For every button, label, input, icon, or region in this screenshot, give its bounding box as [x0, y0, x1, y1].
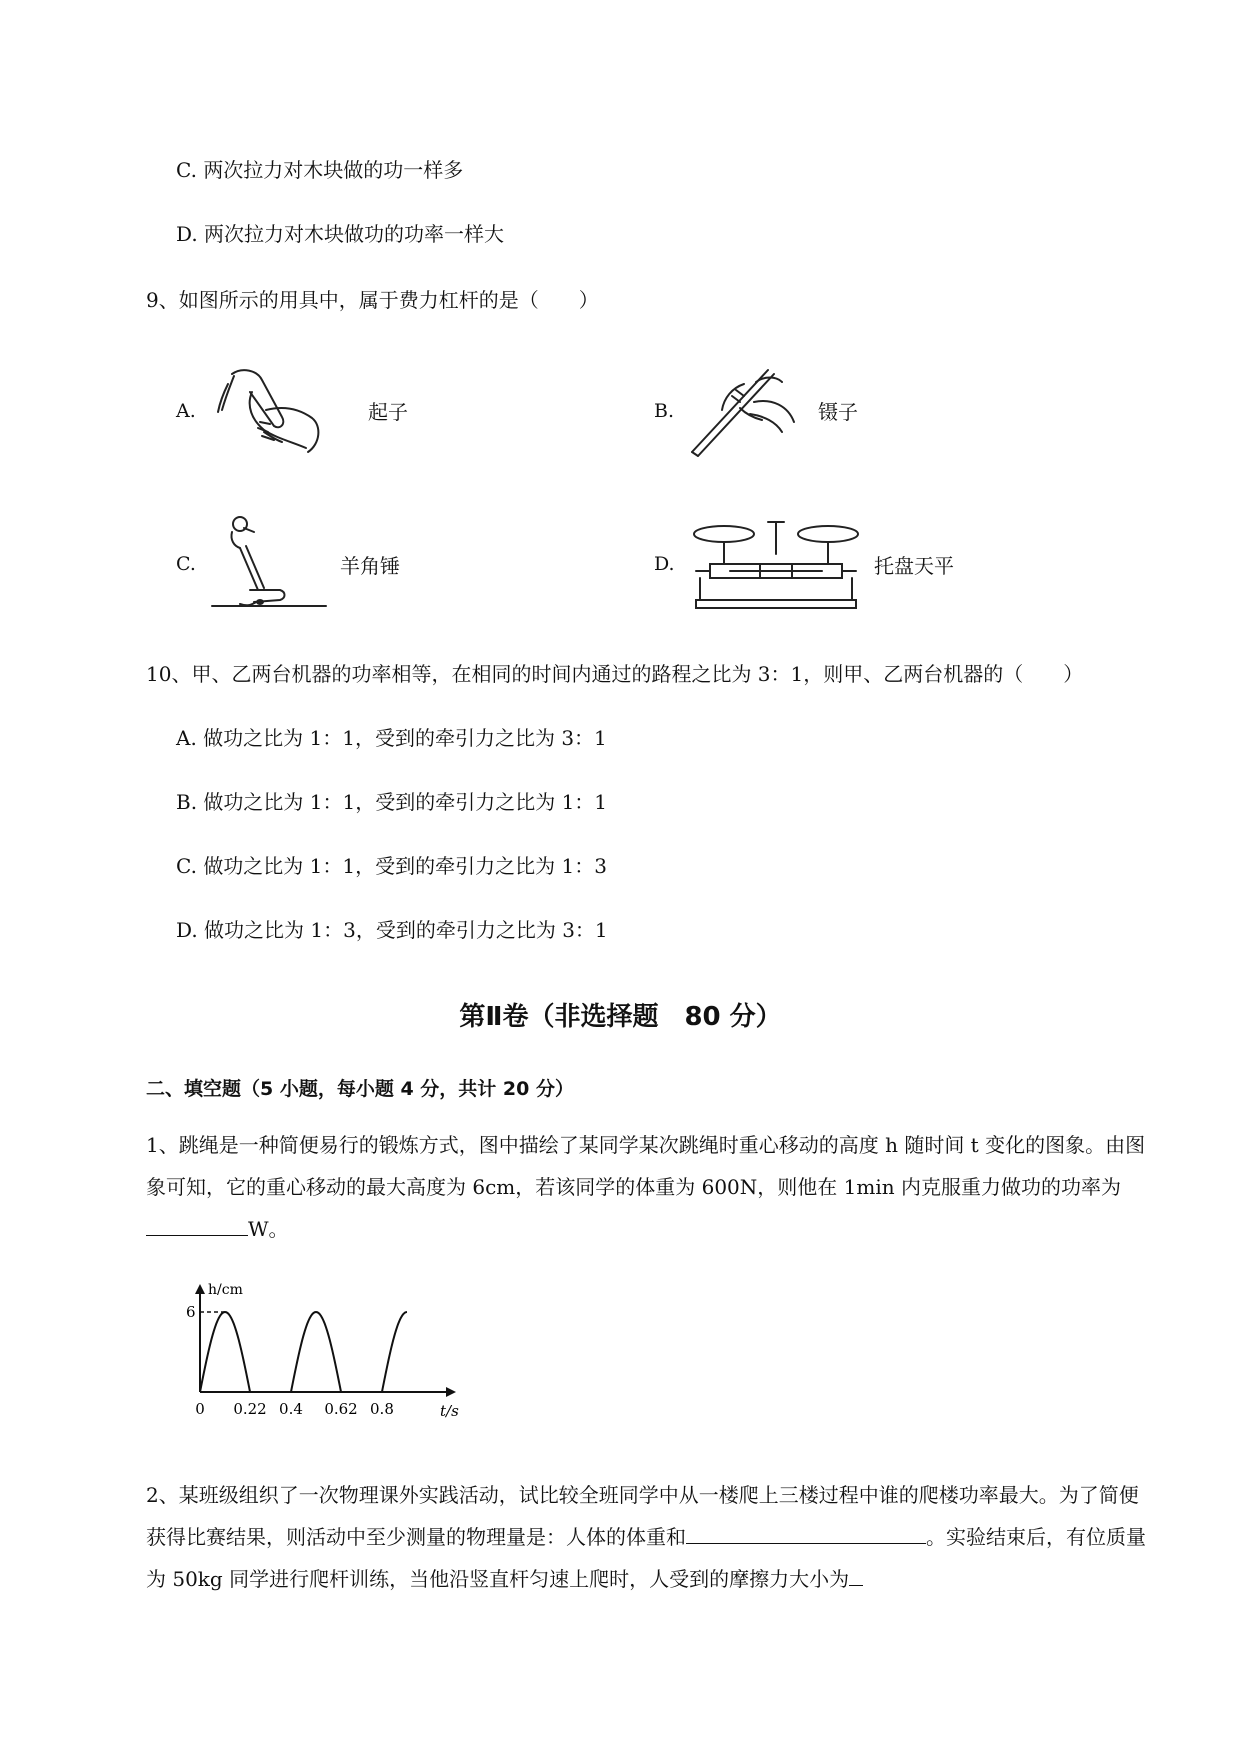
x-axis-label: t/s [440, 1402, 459, 1420]
fill1-text-a: 1、跳绳是一种简便易行的锻炼方式，图中描绘了某同学某次跳绳时重心移动的高度 h 随时间 t 变化的图象。由图象可知，它的重心移动的最大高度为 6cm，若该同学的体重为 600N，则他在 1min 内克服重力做功的功率为 [146, 1133, 1146, 1199]
bottle-opener-icon [212, 362, 332, 462]
option-text: 做功之比为 1：1，受到的牵引力之比为 1：1 [203, 790, 608, 814]
q9-stem: 9、如图所示的用具中，属于费力杠杆的是（ ） [146, 288, 599, 312]
claw-hammer-icon [210, 510, 330, 612]
q9-option-b-label: 镊子 [818, 400, 858, 424]
part2-heading: 第Ⅱ卷（非选择题 80 分） [459, 1002, 782, 1032]
q10-option-b [176, 788, 607, 816]
q9-option-d-letter: D. [654, 553, 675, 575]
fill2-text-a: 2、某班级组织了一次物理课外实践活动，试比较全班同学中从一楼爬上三楼过程中谁的爬楼功率最大。为了简便获得比赛结果，则活动中至少测量的物理量是：人体的体重和 [146, 1483, 1139, 1549]
x-tick-label: 0.22 [233, 1400, 267, 1418]
x-tick-label: 0.4 [279, 1400, 303, 1418]
q10-stem: 10、甲、乙两台机器的功率相等，在相同的时间内通过的路程之比为 3：1，则甲、乙两台机器的（ ） [146, 662, 1084, 686]
q9-option-c-letter: C. [176, 553, 196, 575]
q8-option-d [176, 220, 504, 248]
q9-option-d-label: 托盘天平 [874, 554, 954, 578]
fill-question-1 [146, 1124, 1146, 1250]
q8-option-c [176, 156, 463, 184]
option-letter: B. [176, 790, 198, 814]
section-title: 二、填空题（5 小题，每小题 4 分，共计 20 分） [146, 1078, 574, 1100]
answer-blank[interactable] [146, 1213, 248, 1236]
q9-option-c-label: 羊角锤 [340, 554, 400, 578]
balance-scale-icon [690, 514, 862, 614]
option-letter: C. [176, 158, 197, 182]
fill-question-2 [146, 1474, 1146, 1600]
x-tick-label: 0 [195, 1400, 205, 1418]
tweezers-icon [684, 362, 800, 462]
option-letter: A. [176, 726, 197, 750]
q10-option-c [176, 852, 607, 880]
x-tick-label: 0.62 [324, 1400, 358, 1418]
q9-option-a-letter: A. [176, 400, 196, 422]
fill2-text-b: 。实验结束后，有位质量为 50kg 同学进行爬杆训练，当他沿竖直杆匀速上爬时，人受到的摩擦力大小为 [146, 1525, 1146, 1591]
answer-blank[interactable] [686, 1521, 926, 1544]
series-arc [291, 1312, 341, 1392]
q10-option-d [176, 916, 608, 944]
x-tick-label: 0.8 [370, 1400, 394, 1418]
option-text: 两次拉力对木块做的功一样多 [203, 158, 464, 182]
answer-blank[interactable] [849, 1563, 863, 1586]
series-arc [200, 1312, 250, 1392]
option-text: 两次拉力对木块做功的功率一样大 [204, 222, 505, 246]
series-arc [382, 1312, 407, 1392]
q9-option-b-letter: B. [654, 400, 675, 422]
option-letter: C. [176, 854, 197, 878]
x-axis-arrow [446, 1387, 456, 1397]
option-text: 做功之比为 1：1，受到的牵引力之比为 3：1 [203, 726, 607, 750]
option-text: 做功之比为 1：3，受到的牵引力之比为 3：1 [204, 918, 608, 942]
option-letter: D. [176, 222, 198, 246]
q10-option-a [176, 724, 607, 752]
option-text: 做功之比为 1：1，受到的牵引力之比为 1：3 [203, 854, 607, 878]
q9-option-a-label: 起子 [368, 400, 408, 424]
y-axis-arrow [195, 1284, 205, 1294]
height-time-chart [176, 1280, 476, 1425]
y-tick-label: 6 [186, 1303, 196, 1321]
y-axis-label: h/cm [208, 1282, 243, 1298]
option-letter: D. [176, 918, 198, 942]
fill1-text-b: W。 [248, 1217, 289, 1241]
